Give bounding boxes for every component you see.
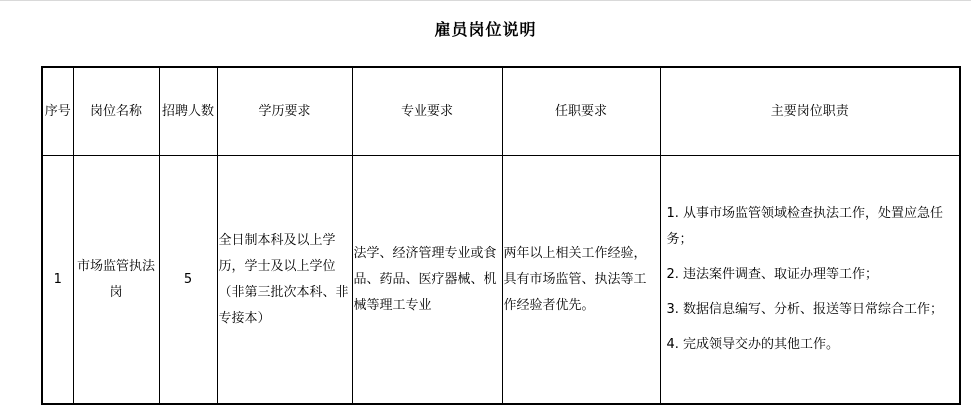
header-hires: 招聘人数 (159, 67, 217, 156)
header-seq: 序号 (42, 67, 73, 156)
header-qualification: 任职要求 (502, 67, 660, 156)
duty-item: 4. 完成领导交办的其他工作。 (666, 337, 840, 352)
header-major: 专业要求 (352, 67, 502, 156)
cell-hires: 5 (159, 156, 217, 405)
table-header-row (42, 67, 960, 156)
job-description-table (41, 66, 961, 405)
cell-major: 法学、经济管理专业或食品、药品、医疗器械、机械等理工专业 (352, 156, 502, 405)
cell-qualification: 两年以上相关工作经验，具有市场监管、执法等工作经验者优先。 (502, 156, 660, 405)
header-duties: 主要岗位职责 (660, 67, 960, 156)
page-title: 雇员岗位说明 (434, 20, 537, 39)
cell-position: 市场监管执法岗 (73, 156, 159, 405)
header-education: 学历要求 (217, 67, 352, 156)
cell-duties (660, 156, 960, 405)
duty-item: 2. 违法案件调查、取证办理等工作； (666, 267, 879, 282)
cell-seq: 1 (42, 156, 73, 405)
top-divider (0, 0, 971, 1)
duty-item: 3. 数据信息编写、分析、报送等日常综合工作； (666, 302, 944, 317)
table-row (42, 156, 960, 405)
cell-education: 全日制本科及以上学历，学士及以上学位（非第三批次本科、非专接本） (217, 156, 352, 405)
duty-item: 1. 从事市场监管领域检查执法工作，处置应急任务； (666, 206, 944, 247)
header-position: 岗位名称 (73, 67, 159, 156)
